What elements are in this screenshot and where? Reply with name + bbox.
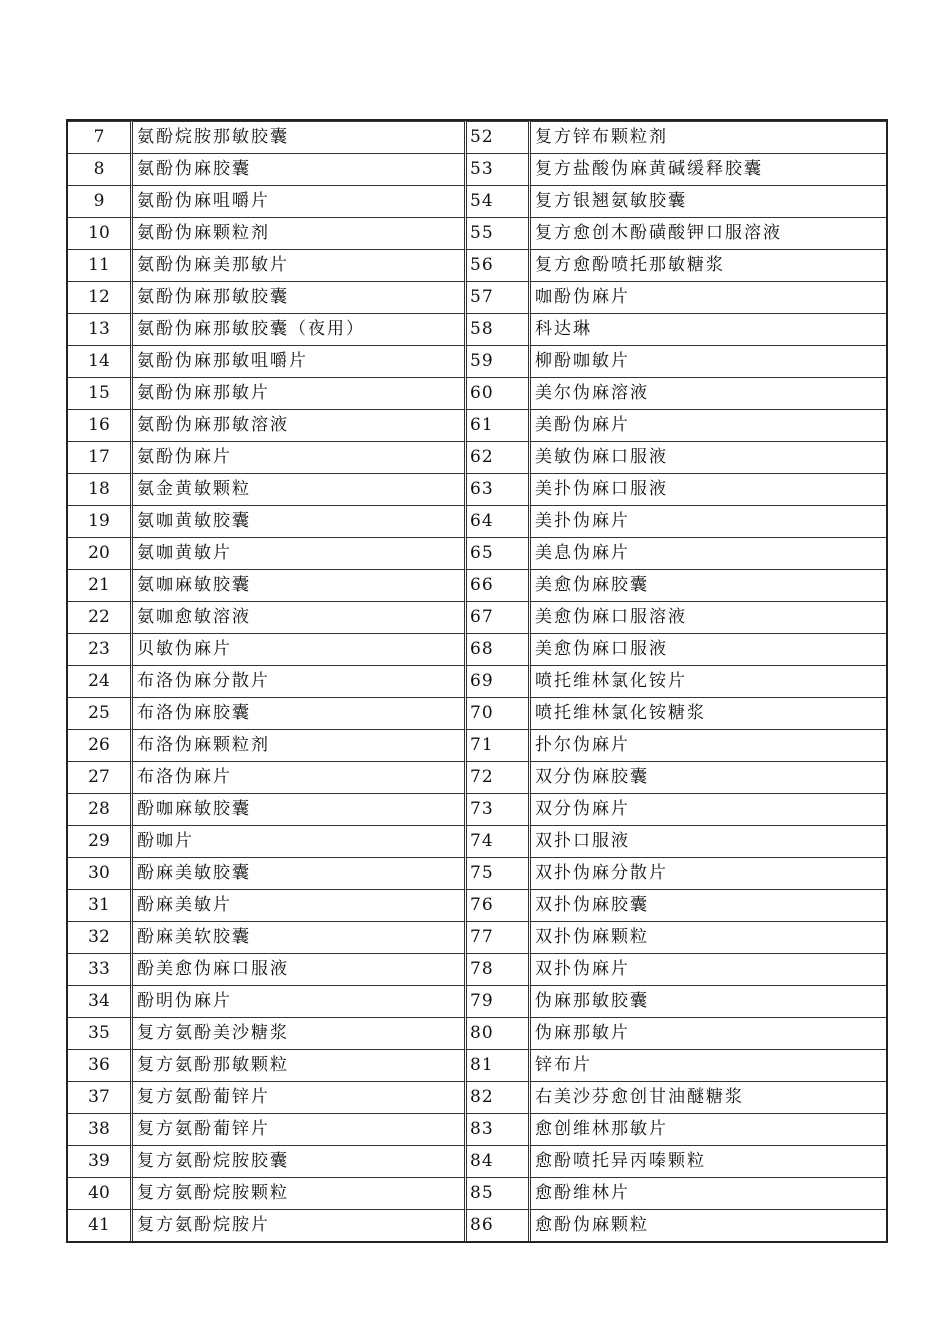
row-number-right: 71	[467, 729, 531, 761]
row-number-left: 23	[68, 633, 133, 665]
drug-list-body	[68, 121, 886, 1241]
drug-name-right: 双扑伪麻片	[531, 953, 886, 985]
row-number-right: 61	[467, 409, 531, 441]
drug-name-left: 氨酚伪麻咀嚼片	[133, 185, 467, 217]
table-row	[68, 921, 886, 953]
row-number-left: 9	[68, 185, 133, 217]
row-number-left: 24	[68, 665, 133, 697]
drug-name-left: 氨咖愈敏溶液	[133, 601, 467, 633]
drug-name-left: 酚麻美软胶囊	[133, 921, 467, 953]
table-row	[68, 345, 886, 377]
drug-name-left: 氨酚伪麻美那敏片	[133, 249, 467, 281]
drug-name-right: 科达琳	[531, 313, 886, 345]
drug-name-left: 复方氨酚烷胺胶囊	[133, 1145, 467, 1177]
row-number-right: 57	[467, 281, 531, 313]
drug-name-right: 右美沙芬愈创甘油醚糖浆	[531, 1081, 886, 1113]
row-number-right: 70	[467, 697, 531, 729]
row-number-left: 29	[68, 825, 133, 857]
drug-name-left: 复方氨酚烷胺片	[133, 1209, 467, 1241]
table-row	[68, 1081, 886, 1113]
table-row	[68, 377, 886, 409]
drug-name-right: 美扑伪麻口服液	[531, 473, 886, 505]
drug-name-left: 贝敏伪麻片	[133, 633, 467, 665]
drug-name-right: 双扑口服液	[531, 825, 886, 857]
table-row	[68, 153, 886, 185]
drug-name-left: 酚明伪麻片	[133, 985, 467, 1017]
row-number-left: 22	[68, 601, 133, 633]
drug-name-left: 氨酚伪麻那敏胶囊（夜用）	[133, 313, 467, 345]
row-number-right: 77	[467, 921, 531, 953]
drug-name-left: 复方氨酚葡锌片	[133, 1081, 467, 1113]
row-number-right: 64	[467, 505, 531, 537]
drug-name-left: 氨咖黄敏胶囊	[133, 505, 467, 537]
drug-name-right: 锌布片	[531, 1049, 886, 1081]
row-number-left: 11	[68, 249, 133, 281]
row-number-right: 83	[467, 1113, 531, 1145]
drug-name-right: 美尔伪麻溶液	[531, 377, 886, 409]
drug-name-right: 美息伪麻片	[531, 537, 886, 569]
drug-name-left: 复方氨酚葡锌片	[133, 1113, 467, 1145]
drug-name-right: 喷托维林氯化铵糖浆	[531, 697, 886, 729]
table-row	[68, 665, 886, 697]
row-number-left: 15	[68, 377, 133, 409]
table-row	[68, 889, 886, 921]
row-number-left: 20	[68, 537, 133, 569]
table-row	[68, 825, 886, 857]
drug-name-left: 酚美愈伪麻口服液	[133, 953, 467, 985]
drug-name-right: 美扑伪麻片	[531, 505, 886, 537]
row-number-left: 8	[68, 153, 133, 185]
row-number-right: 81	[467, 1049, 531, 1081]
drug-name-left: 氨酚烷胺那敏胶囊	[133, 121, 467, 153]
drug-name-right: 伪麻那敏胶囊	[531, 985, 886, 1017]
table-row	[68, 569, 886, 601]
drug-name-left: 布洛伪麻片	[133, 761, 467, 793]
row-number-right: 82	[467, 1081, 531, 1113]
row-number-right: 62	[467, 441, 531, 473]
drug-name-right: 双分伪麻胶囊	[531, 761, 886, 793]
drug-name-left: 氨咖麻敏胶囊	[133, 569, 467, 601]
drug-name-right: 双扑伪麻胶囊	[531, 889, 886, 921]
drug-name-right: 愈酚喷托异丙嗪颗粒	[531, 1145, 886, 1177]
table-row	[68, 953, 886, 985]
drug-name-right: 双扑伪麻分散片	[531, 857, 886, 889]
row-number-left: 35	[68, 1017, 133, 1049]
row-number-left: 41	[68, 1209, 133, 1241]
table-row	[68, 1113, 886, 1145]
drug-name-right: 双扑伪麻颗粒	[531, 921, 886, 953]
drug-name-right: 扑尔伪麻片	[531, 729, 886, 761]
drug-name-right: 咖酚伪麻片	[531, 281, 886, 313]
row-number-right: 54	[467, 185, 531, 217]
row-number-left: 31	[68, 889, 133, 921]
table-row	[68, 601, 886, 633]
row-number-right: 59	[467, 345, 531, 377]
row-number-right: 86	[467, 1209, 531, 1241]
row-number-right: 85	[467, 1177, 531, 1209]
table-row	[68, 857, 886, 889]
row-number-left: 25	[68, 697, 133, 729]
table-row	[68, 281, 886, 313]
row-number-right: 52	[467, 121, 531, 153]
drug-name-right: 复方银翘氨敏胶囊	[531, 185, 886, 217]
drug-name-right: 愈创维林那敏片	[531, 1113, 886, 1145]
drug-list-table	[66, 119, 888, 1243]
row-number-right: 53	[467, 153, 531, 185]
row-number-right: 72	[467, 761, 531, 793]
row-number-right: 69	[467, 665, 531, 697]
table-row	[68, 409, 886, 441]
row-number-left: 16	[68, 409, 133, 441]
drug-name-left: 酚咖麻敏胶囊	[133, 793, 467, 825]
row-number-left: 14	[68, 345, 133, 377]
drug-name-left: 布洛伪麻胶囊	[133, 697, 467, 729]
row-number-left: 40	[68, 1177, 133, 1209]
row-number-right: 55	[467, 217, 531, 249]
table-row	[68, 249, 886, 281]
drug-name-left: 布洛伪麻分散片	[133, 665, 467, 697]
row-number-left: 26	[68, 729, 133, 761]
row-number-right: 68	[467, 633, 531, 665]
row-number-left: 18	[68, 473, 133, 505]
table-row	[68, 1049, 886, 1081]
row-number-left: 13	[68, 313, 133, 345]
table-row	[68, 761, 886, 793]
drug-name-left: 氨酚伪麻那敏胶囊	[133, 281, 467, 313]
row-number-left: 36	[68, 1049, 133, 1081]
drug-name-right: 美酚伪麻片	[531, 409, 886, 441]
drug-name-left: 复方氨酚那敏颗粒	[133, 1049, 467, 1081]
row-number-left: 39	[68, 1145, 133, 1177]
table-row	[68, 729, 886, 761]
drug-name-right: 复方锌布颗粒剂	[531, 121, 886, 153]
row-number-left: 34	[68, 985, 133, 1017]
drug-name-right: 喷托维林氯化铵片	[531, 665, 886, 697]
table-row	[68, 1145, 886, 1177]
drug-name-left: 氨酚伪麻那敏片	[133, 377, 467, 409]
drug-name-left: 酚咖片	[133, 825, 467, 857]
row-number-left: 28	[68, 793, 133, 825]
table-row	[68, 1209, 886, 1241]
drug-name-right: 伪麻那敏片	[531, 1017, 886, 1049]
table-row	[68, 441, 886, 473]
table-row	[68, 1177, 886, 1209]
table-row	[68, 985, 886, 1017]
row-number-left: 38	[68, 1113, 133, 1145]
row-number-right: 78	[467, 953, 531, 985]
table-row	[68, 697, 886, 729]
row-number-right: 74	[467, 825, 531, 857]
row-number-left: 12	[68, 281, 133, 313]
table-row	[68, 217, 886, 249]
drug-name-left: 复方氨酚烷胺颗粒	[133, 1177, 467, 1209]
table-row	[68, 793, 886, 825]
drug-name-right: 复方盐酸伪麻黄碱缓释胶囊	[531, 153, 886, 185]
drug-name-right: 双分伪麻片	[531, 793, 886, 825]
drug-name-left: 氨酚伪麻片	[133, 441, 467, 473]
table-row	[68, 505, 886, 537]
drug-name-left: 复方氨酚美沙糖浆	[133, 1017, 467, 1049]
row-number-right: 80	[467, 1017, 531, 1049]
drug-name-left: 氨酚伪麻那敏溶液	[133, 409, 467, 441]
table-row	[68, 633, 886, 665]
drug-name-right: 柳酚咖敏片	[531, 345, 886, 377]
drug-name-right: 美愈伪麻口服液	[531, 633, 886, 665]
row-number-right: 67	[467, 601, 531, 633]
row-number-right: 60	[467, 377, 531, 409]
row-number-left: 10	[68, 217, 133, 249]
row-number-right: 76	[467, 889, 531, 921]
row-number-right: 58	[467, 313, 531, 345]
drug-name-left: 布洛伪麻颗粒剂	[133, 729, 467, 761]
drug-name-right: 复方愈创木酚磺酸钾口服溶液	[531, 217, 886, 249]
row-number-left: 17	[68, 441, 133, 473]
drug-name-right: 愈酚维林片	[531, 1177, 886, 1209]
drug-name-right: 复方愈酚喷托那敏糖浆	[531, 249, 886, 281]
drug-name-left: 氨咖黄敏片	[133, 537, 467, 569]
drug-name-right: 美愈伪麻口服溶液	[531, 601, 886, 633]
row-number-right: 84	[467, 1145, 531, 1177]
table-row	[68, 121, 886, 153]
row-number-right: 66	[467, 569, 531, 601]
table-row	[68, 537, 886, 569]
row-number-right: 73	[467, 793, 531, 825]
row-number-right: 75	[467, 857, 531, 889]
row-number-left: 7	[68, 121, 133, 153]
row-number-right: 56	[467, 249, 531, 281]
row-number-left: 37	[68, 1081, 133, 1113]
row-number-left: 21	[68, 569, 133, 601]
table-row	[68, 473, 886, 505]
row-number-left: 27	[68, 761, 133, 793]
drug-name-left: 氨酚伪麻颗粒剂	[133, 217, 467, 249]
row-number-left: 30	[68, 857, 133, 889]
row-number-right: 63	[467, 473, 531, 505]
row-number-left: 32	[68, 921, 133, 953]
drug-name-left: 酚麻美敏片	[133, 889, 467, 921]
drug-name-left: 氨酚伪麻胶囊	[133, 153, 467, 185]
row-number-left: 33	[68, 953, 133, 985]
drug-name-left: 氨酚伪麻那敏咀嚼片	[133, 345, 467, 377]
row-number-left: 19	[68, 505, 133, 537]
drug-name-right: 美敏伪麻口服液	[531, 441, 886, 473]
row-number-right: 65	[467, 537, 531, 569]
table-row	[68, 1017, 886, 1049]
drug-name-right: 美愈伪麻胶囊	[531, 569, 886, 601]
table-row	[68, 185, 886, 217]
drug-name-left: 氨金黄敏颗粒	[133, 473, 467, 505]
table-row	[68, 313, 886, 345]
row-number-right: 79	[467, 985, 531, 1017]
drug-name-right: 愈酚伪麻颗粒	[531, 1209, 886, 1241]
drug-name-left: 酚麻美敏胶囊	[133, 857, 467, 889]
